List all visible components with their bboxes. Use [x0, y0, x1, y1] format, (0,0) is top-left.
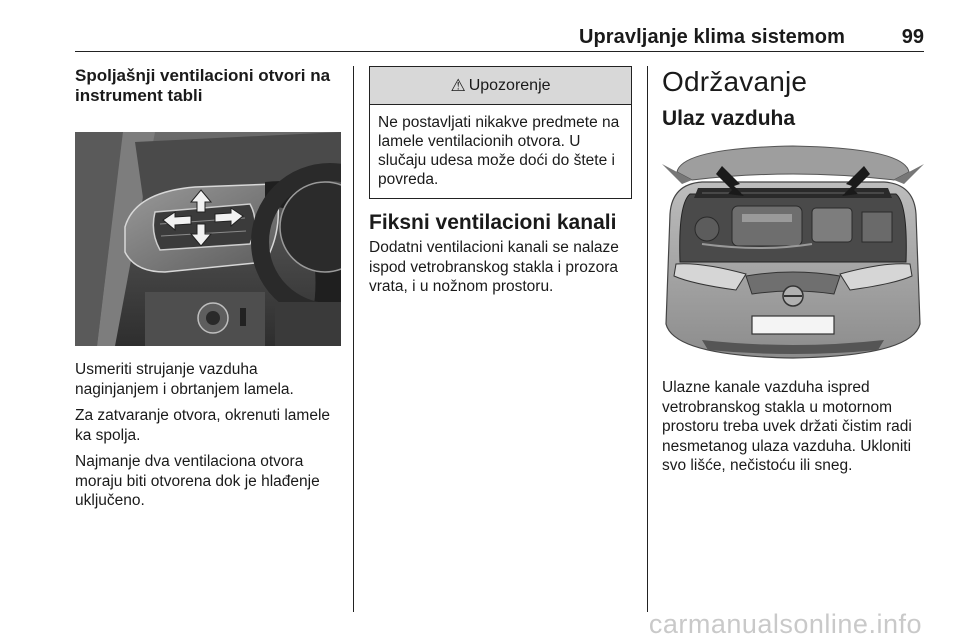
warning-triangle-icon: ⚠	[450, 75, 466, 95]
paragraph-min-vents-open: Najmanje dva ventilaciona otvora moraju biti otvorena dok je hlađenje uključeno.	[75, 453, 320, 509]
warning-header	[370, 67, 631, 105]
paragraph-fixed-vents: Dodatni ventilacioni kanali se nalaze ispod vetrobranskog stakla i prozora vrata, i u nožnom prostoru.	[369, 239, 619, 295]
watermark: carmanualsonline.info	[648, 609, 922, 639]
column-1	[75, 66, 341, 518]
column-divider-left	[353, 66, 354, 612]
paragraph-direct-airflow: Usmeriti strujanje vazduha naginjanjem i obrtanjem lamela.	[75, 361, 294, 398]
section-heading-air-intake: Ulaz vazduha	[662, 107, 796, 130]
engine-bay-illustration	[662, 144, 924, 362]
warning-title: Upozorenje	[468, 76, 551, 94]
dashboard-vent-illustration	[75, 132, 341, 346]
warning-text: Ne postavljati nikakve predmete na lamele ventilacionih otvora. U slučaju udesa može doći do štete i povreda.	[378, 114, 620, 188]
section-heading-outer-vents: Spoljašnji ventilacioni otvori na instrument tabli	[75, 66, 331, 105]
section-heading-fixed-vents: Fiksni ventilacioni kanali	[369, 211, 617, 234]
chapter-heading-maintenance: Održavanje	[662, 66, 808, 97]
paragraph-air-intake: Ulazne kanale vazduha ispred vetrobranskog stakla u motornom prostoru treba uvek držati čistim radi nesmetanog ulaza vazduha. Ukloniti svo lišće, nečistoću ili sneg.	[662, 379, 912, 474]
column-3	[662, 66, 924, 483]
running-header-title: Upravljanje klima sistemom	[578, 26, 845, 48]
header-rule	[75, 51, 924, 52]
dashboard-vent-icon	[75, 132, 341, 346]
page-number: 99	[901, 26, 924, 48]
column-divider-right	[647, 66, 648, 612]
engine-bay-icon	[662, 144, 924, 362]
warning-box	[369, 66, 632, 199]
paragraph-close-vents: Za zatvaranje otvora, okrenuti lamele ka spolja.	[75, 407, 331, 444]
warning-body	[370, 105, 631, 198]
column-2	[369, 66, 632, 304]
